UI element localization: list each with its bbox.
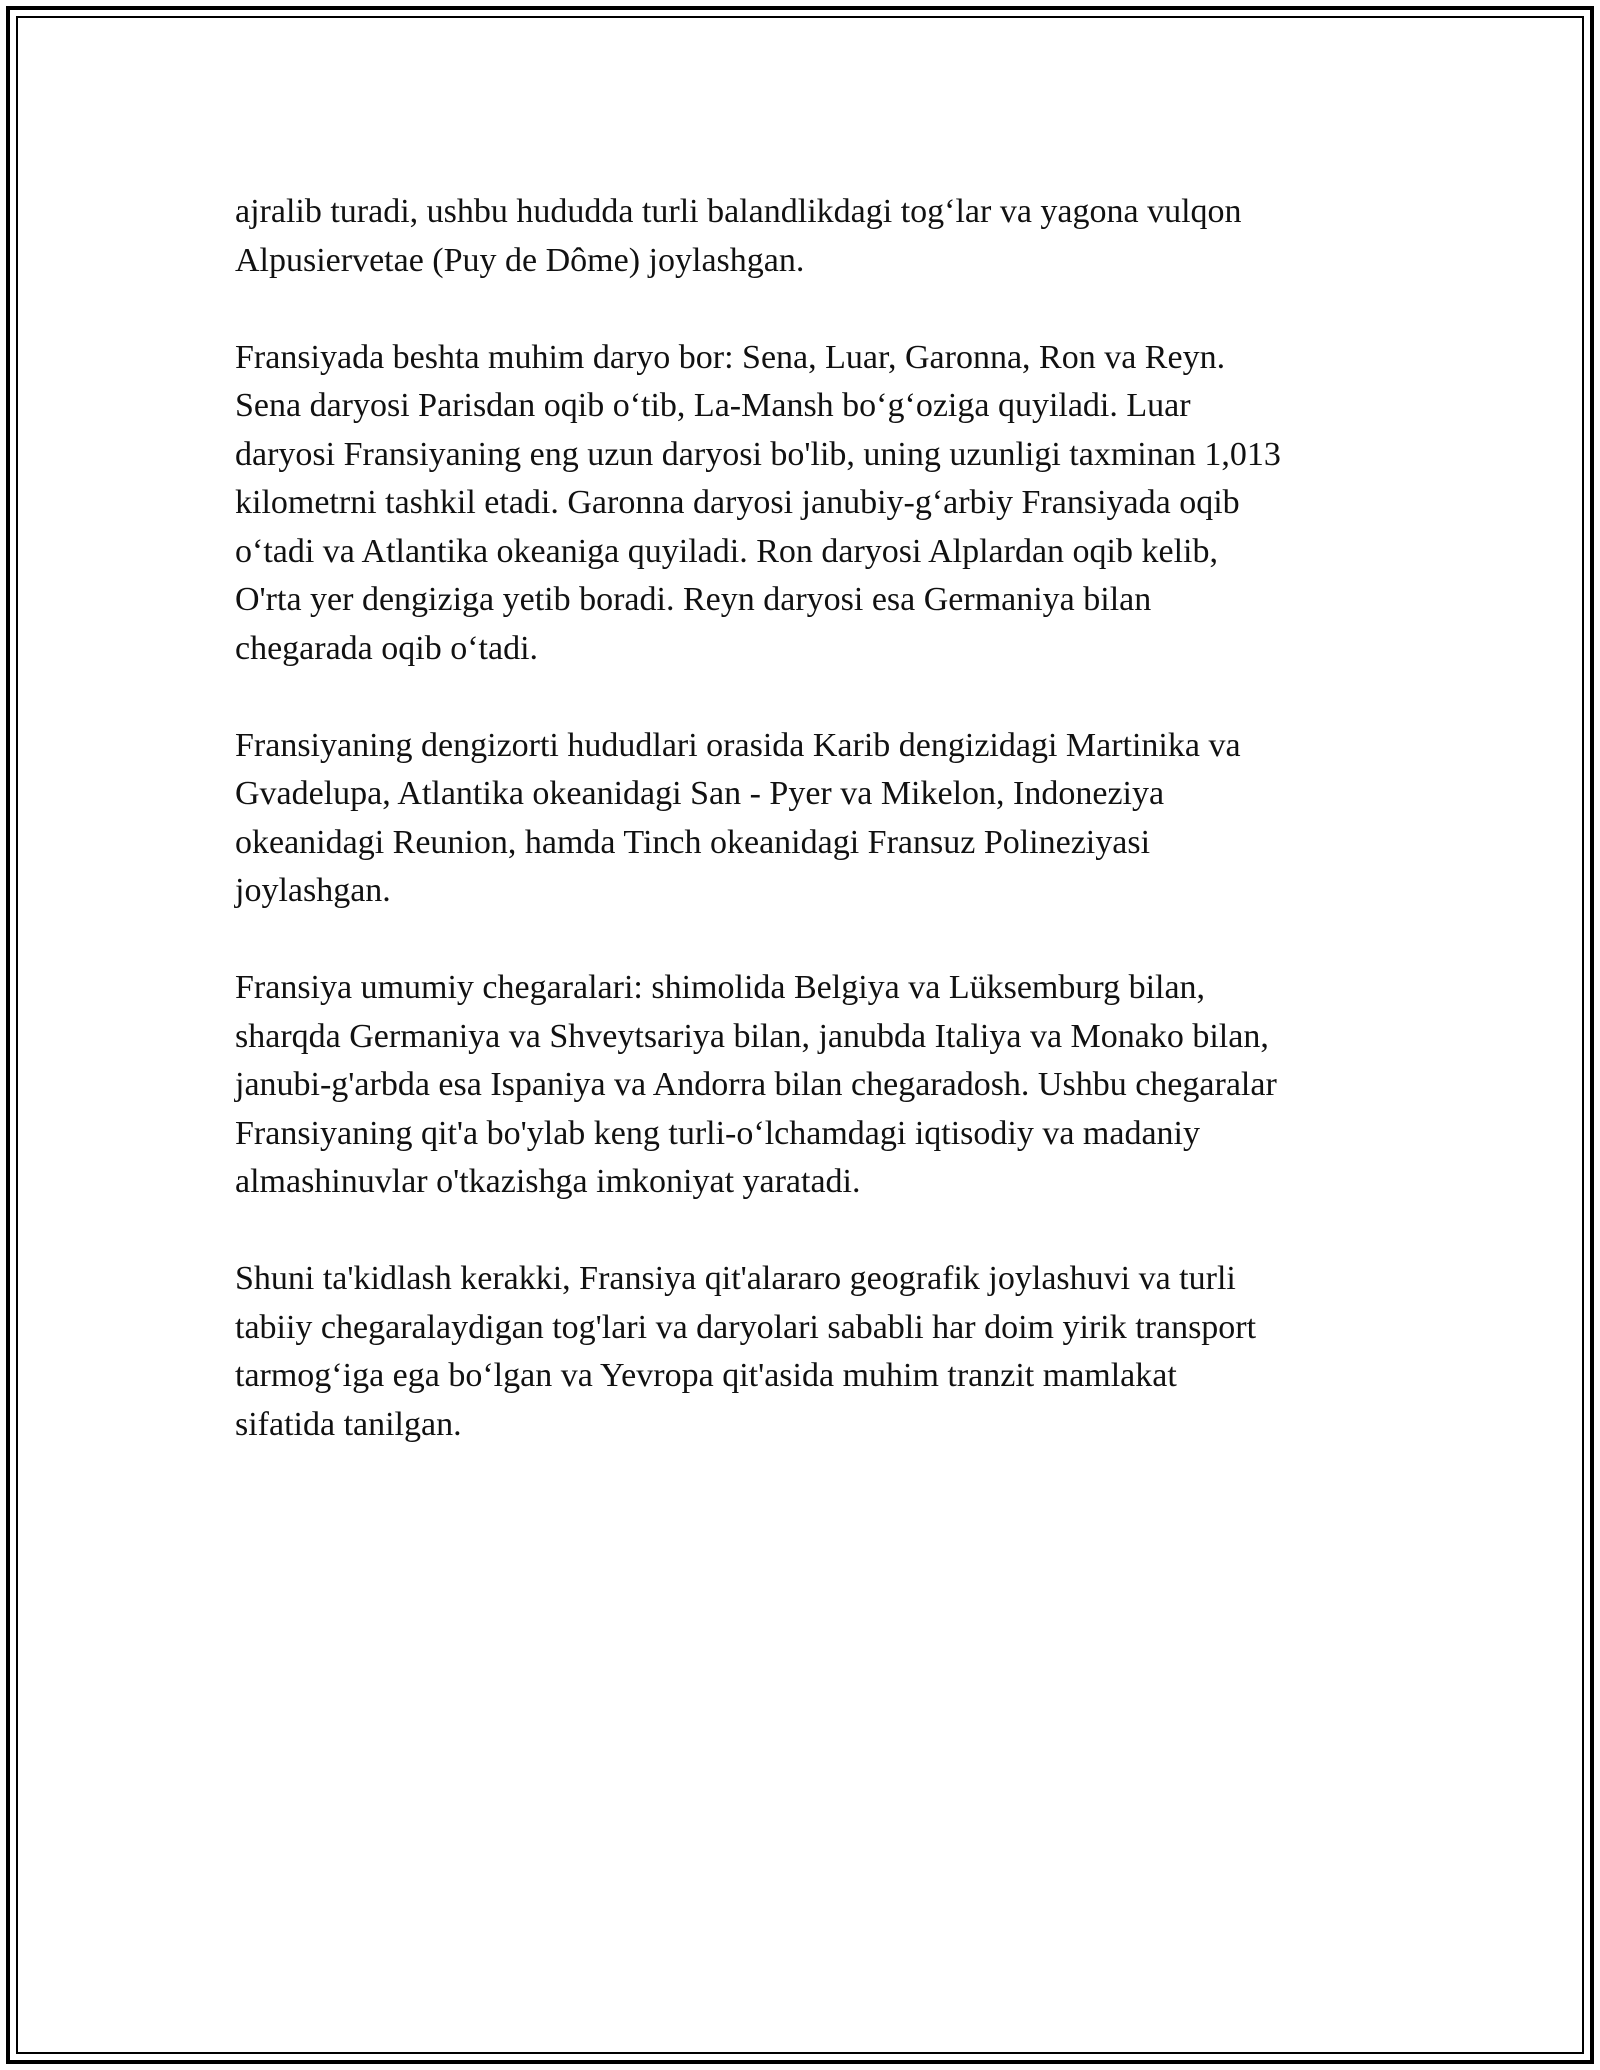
paragraph-rivers: Fransiyada beshta muhim daryo bor: Sena, Luar, Garonna, Ron va Reyn. Sena daryosi Parisdan oqib o‘tib, La-Mansh bo‘g‘oziga quyiladi. Luar daryosi Fransiyaning eng uzun daryosi bo'lib, uning uzunligi taxminan 1,013 kilometrni tashkil etadi. Garonna daryosi janubiy-g‘arbiy Fransiyada oqib o‘tadi va Atlantika okeaniga quyiladi. Ron daryosi Alplardan oqib kelib, O'rta yer dengiziga yetib boradi. Reyn daryosi esa Germaniya bilan chegarada oqib o‘tadi. <box>235 338 1281 667</box>
paragraph-borders: Fransiya umumiy chegaralari: shimolida Belgiya va Lüksemburg bilan, sharqda Germaniya va Shveytsariya bilan, janubda Italiya va Monako bilan, janubi-g'arbda esa Ispaniya va Andorra bilan chegaradosh. Ushbu chegaralar Fransiyaning qit'a bo'ylab keng turli-o‘lchamdagi iqtisodiy va madaniy almashinuvlar o'tkazishga imkoniyat yaratadi. <box>235 969 1277 1200</box>
paragraph-transit: Shuni ta'kidlash kerakki, Fransiya qit'alararo geografik joylashuvi va turli tabiiy chegaralaydigan tog'lari va daryolari sababli har doim yirik transport tarmog‘iga ega bo‘lgan va Yevropa qit'asida muhim tranzit mamlakat sifatida tanilgan. <box>235 1260 1257 1443</box>
document-body <box>235 188 1385 1498</box>
paragraph-mountains: ajralib turadi, ushbu hududda turli balandlikdagi tog‘lar va yagona vulqon Alpusiervetae (Puy de Dôme) joylashgan. <box>235 193 1242 279</box>
paragraph-overseas-territories: Fransiyaning dengizorti hududlari orasida Karib dengizidagi Martinika va Gvadelupa, Atlantika okeanidagi San - Pyer va Mikelon, Indoneziya okeanidagi Reunion, hamda Tinch okeanidagi Fransuz Polineziyasi joylashgan. <box>235 726 1241 909</box>
